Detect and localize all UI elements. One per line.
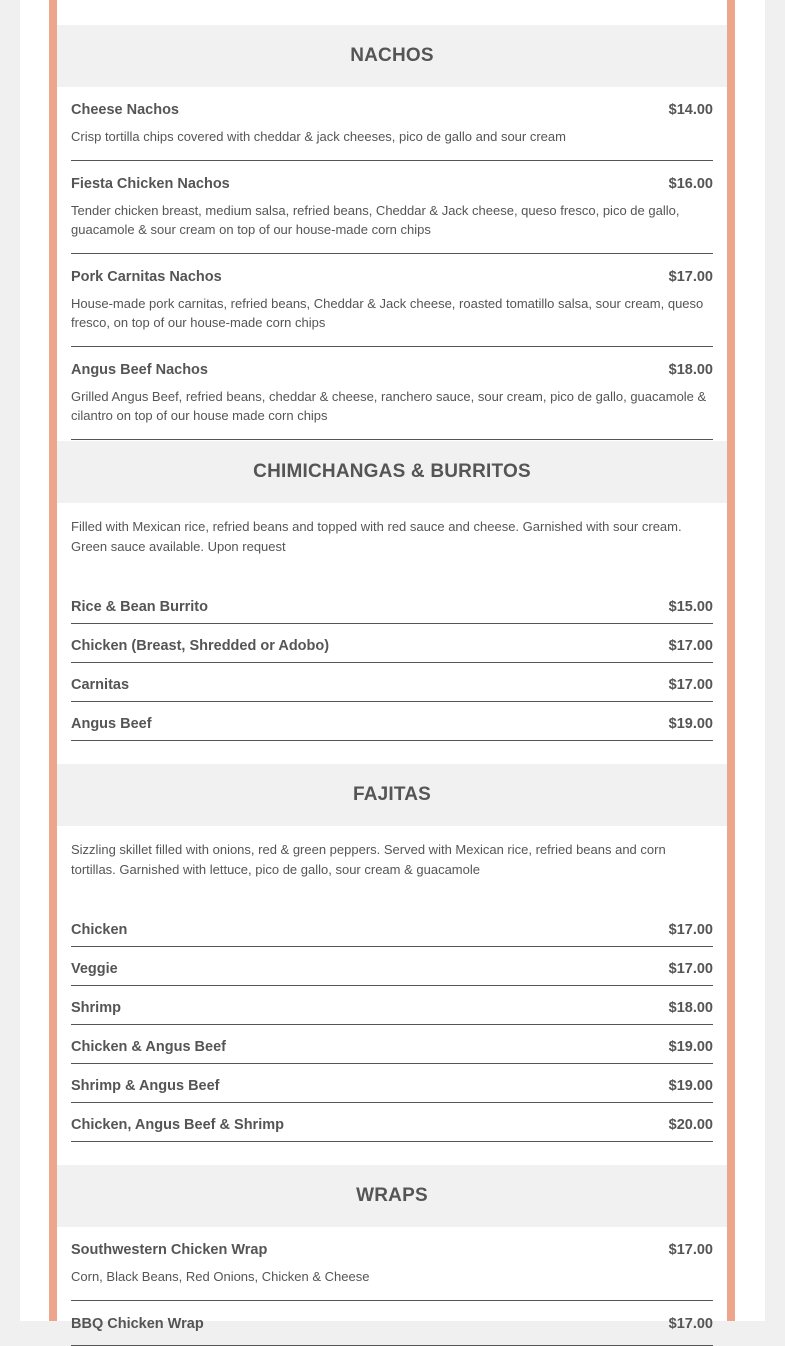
- chimichangas-items: [57, 585, 727, 741]
- item-name: Chicken, Angus Beef & Shrimp: [71, 1117, 284, 1133]
- item-price: $17.00: [668, 1242, 713, 1258]
- menu-item: [71, 1103, 713, 1142]
- menu-item: [71, 947, 713, 986]
- item-name: Southwestern Chicken Wrap: [71, 1242, 268, 1258]
- menu-item: [71, 702, 713, 741]
- section-intro: Sizzling skillet filled with onions, red & green peppers. Served with Mexican rice, refried beans and corn tortillas. Garnished with lettuce, pico de gallo, sour cream & guacamole: [71, 842, 666, 877]
- item-description: Crisp tortilla chips covered with cheddar & jack cheeses, pico de gallo and sour cream: [71, 129, 566, 144]
- item-price: $16.00: [668, 175, 713, 192]
- item-description: House-made pork carnitas, refried beans, Cheddar & Jack cheese, roasted tomatillo salsa, sour cream, queso fresco, on top of our house-made corn chips: [71, 295, 704, 330]
- item-name: Fiesta Chicken Nachos: [71, 175, 230, 192]
- item-name: Shrimp & Angus Beef: [71, 1078, 220, 1094]
- item-name: Chicken (Breast, Shredded or Adobo): [71, 638, 330, 654]
- item-price: $19.00: [668, 716, 713, 732]
- item-description: Tender chicken breast, medium salsa, refried beans, Cheddar & Jack cheese, queso fresco, pico de gallo, guacamole & sour cream on top of our house-made corn chips: [71, 202, 680, 237]
- menu-item: [71, 347, 713, 440]
- section-title: NACHOS: [57, 25, 727, 87]
- section-wraps: [57, 1165, 727, 1346]
- fajitas-items: [57, 908, 727, 1142]
- item-price: $19.00: [668, 1078, 713, 1094]
- menu-item: [71, 585, 713, 624]
- item-name: Rice & Bean Burrito: [71, 599, 208, 615]
- item-description: Grilled Angus Beef, refried beans, cheddar & cheese, ranchero sauce, sour cream, pico de gallo, guacamole & cilantro on top of our house made corn chips: [71, 388, 707, 423]
- section-chimichangas-burritos: [57, 441, 727, 741]
- menu-item: [71, 161, 713, 254]
- menu-item: [71, 908, 713, 947]
- item-name: Veggie: [71, 961, 118, 977]
- menu-item: [71, 624, 713, 663]
- item-price: $17.00: [668, 268, 713, 285]
- nachos-items: [57, 87, 727, 440]
- item-price: $15.00: [668, 599, 713, 615]
- item-price: $17.00: [668, 638, 713, 654]
- item-price: $18.00: [668, 361, 713, 378]
- menu-item: [71, 663, 713, 702]
- section-intro: Filled with Mexican rice, refried beans and topped with red sauce and cheese. Garnished with sour cream. Green sauce available. Upon request: [71, 519, 682, 554]
- item-name: Cheese Nachos: [71, 102, 179, 118]
- item-name: BBQ Chicken Wrap: [71, 1315, 204, 1332]
- item-price: $14.00: [668, 102, 713, 118]
- wraps-items: [57, 1227, 727, 1346]
- section-nachos: [57, 25, 727, 440]
- item-price: $17.00: [668, 961, 713, 977]
- menu-content: [57, 0, 727, 1332]
- item-name: Chicken: [71, 922, 128, 938]
- item-name: Carnitas: [71, 677, 130, 693]
- item-price: $19.00: [668, 1039, 713, 1055]
- item-price: $20.00: [668, 1117, 713, 1133]
- menu-item: [71, 1025, 713, 1064]
- item-description: Corn, Black Beans, Red Onions, Chicken & Cheese: [71, 1269, 370, 1284]
- menu-item: [71, 1227, 713, 1301]
- menu-item: [71, 87, 713, 161]
- item-name: Pork Carnitas Nachos: [71, 268, 222, 285]
- item-price: $17.00: [668, 1315, 713, 1332]
- menu-item: [71, 986, 713, 1025]
- menu-item: [71, 1301, 713, 1346]
- section-title: WRAPS: [57, 1165, 727, 1227]
- menu-item: [71, 254, 713, 347]
- item-name: Angus Beef: [71, 716, 152, 732]
- section-title: CHIMICHANGAS & BURRITOS: [57, 441, 727, 503]
- section-title: FAJITAS: [57, 764, 727, 826]
- item-price: $18.00: [668, 1000, 713, 1016]
- menu-item: [71, 1064, 713, 1103]
- item-price: $17.00: [668, 922, 713, 938]
- item-name: Chicken & Angus Beef: [71, 1039, 226, 1055]
- item-name: Shrimp: [71, 1000, 121, 1016]
- section-fajitas: [57, 764, 727, 1142]
- item-price: $17.00: [668, 677, 713, 693]
- item-name: Angus Beef Nachos: [71, 361, 208, 378]
